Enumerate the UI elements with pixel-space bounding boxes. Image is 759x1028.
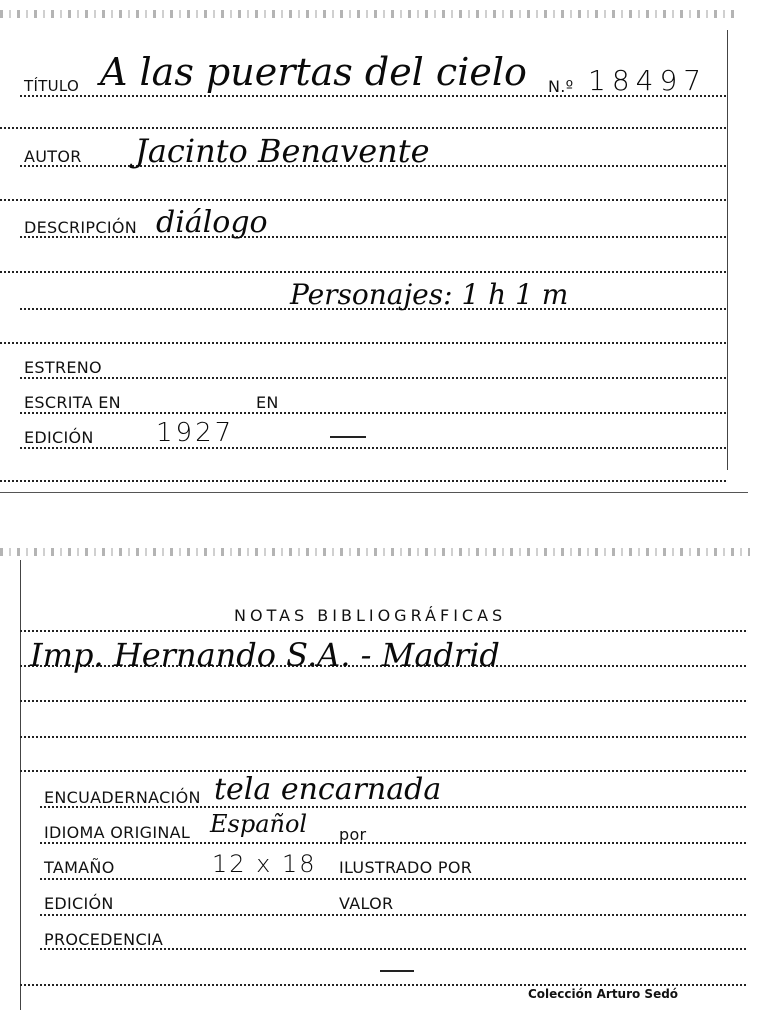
rule-line: [40, 878, 746, 880]
edicion-label-2: EDICIÓN: [44, 894, 114, 913]
notas-heading: NOTAS BIBLIOGRÁFICAS: [234, 606, 507, 625]
encuadernacion-label: ENCUADERNACIÓN: [44, 788, 201, 807]
ilustrado-por-label: ILUSTRADO POR: [339, 858, 473, 877]
catalog-card-front: [0, 0, 759, 492]
estreno-label: ESTRENO: [24, 358, 102, 377]
rule-line: [0, 127, 726, 129]
rule-line: [0, 480, 726, 482]
rule-line: [40, 914, 746, 916]
numero-label: N.º: [548, 77, 574, 96]
idioma-original-value: Español: [210, 810, 308, 838]
en-label: EN: [256, 393, 279, 412]
rule-line: [20, 700, 746, 702]
edicion-label: EDICIÓN: [24, 428, 94, 447]
rule-line: [20, 447, 726, 449]
por-label: por: [339, 825, 367, 844]
rule-line: [20, 630, 746, 632]
tamano-value: 12 x 18: [212, 850, 317, 878]
scan-noise-top: [0, 548, 750, 556]
autor-value: Jacinto Benavente: [135, 132, 430, 170]
notas-value: Imp. Hernando S.A. - Madrid: [30, 636, 500, 674]
card-left-edge: [20, 560, 21, 1010]
valor-label: VALOR: [339, 894, 394, 913]
rule-line: [0, 199, 726, 201]
descripcion-value: diálogo: [156, 205, 268, 240]
handwritten-dash: [330, 436, 366, 438]
titulo-label: TÍTULO: [24, 77, 80, 95]
encuadernacion-value: tela encarnada: [214, 772, 442, 807]
rule-line: [0, 271, 726, 273]
handwritten-dash: [380, 970, 414, 972]
escrita-en-label: ESCRITA EN: [24, 393, 121, 412]
rule-line: [20, 736, 746, 738]
titulo-value: A las puertas del cielo: [100, 50, 527, 94]
edicion-value: 1927: [156, 418, 235, 448]
numero-value: 18497: [588, 64, 708, 97]
procedencia-label: PROCEDENCIA: [44, 930, 164, 949]
idioma-original-label: IDIOMA ORIGINAL: [44, 823, 191, 842]
card-separator: [0, 492, 748, 493]
collection-footer: Colección Arturo Sedó: [528, 987, 679, 1001]
scan-noise-top: [0, 10, 740, 18]
personajes-value: Personajes: 1 h 1 m: [290, 278, 569, 311]
catalog-card-back: [0, 540, 759, 1028]
rule-line: [40, 842, 746, 844]
descripcion-label: DESCRIPCIÓN: [24, 218, 137, 237]
rule-line: [20, 984, 746, 986]
autor-label: AUTOR: [24, 147, 82, 166]
rule-line: [20, 412, 726, 414]
rule-line: [20, 377, 726, 379]
rule-line: [0, 342, 726, 344]
tamano-label: TAMAÑO: [44, 858, 115, 877]
card-right-edge: [727, 30, 728, 470]
